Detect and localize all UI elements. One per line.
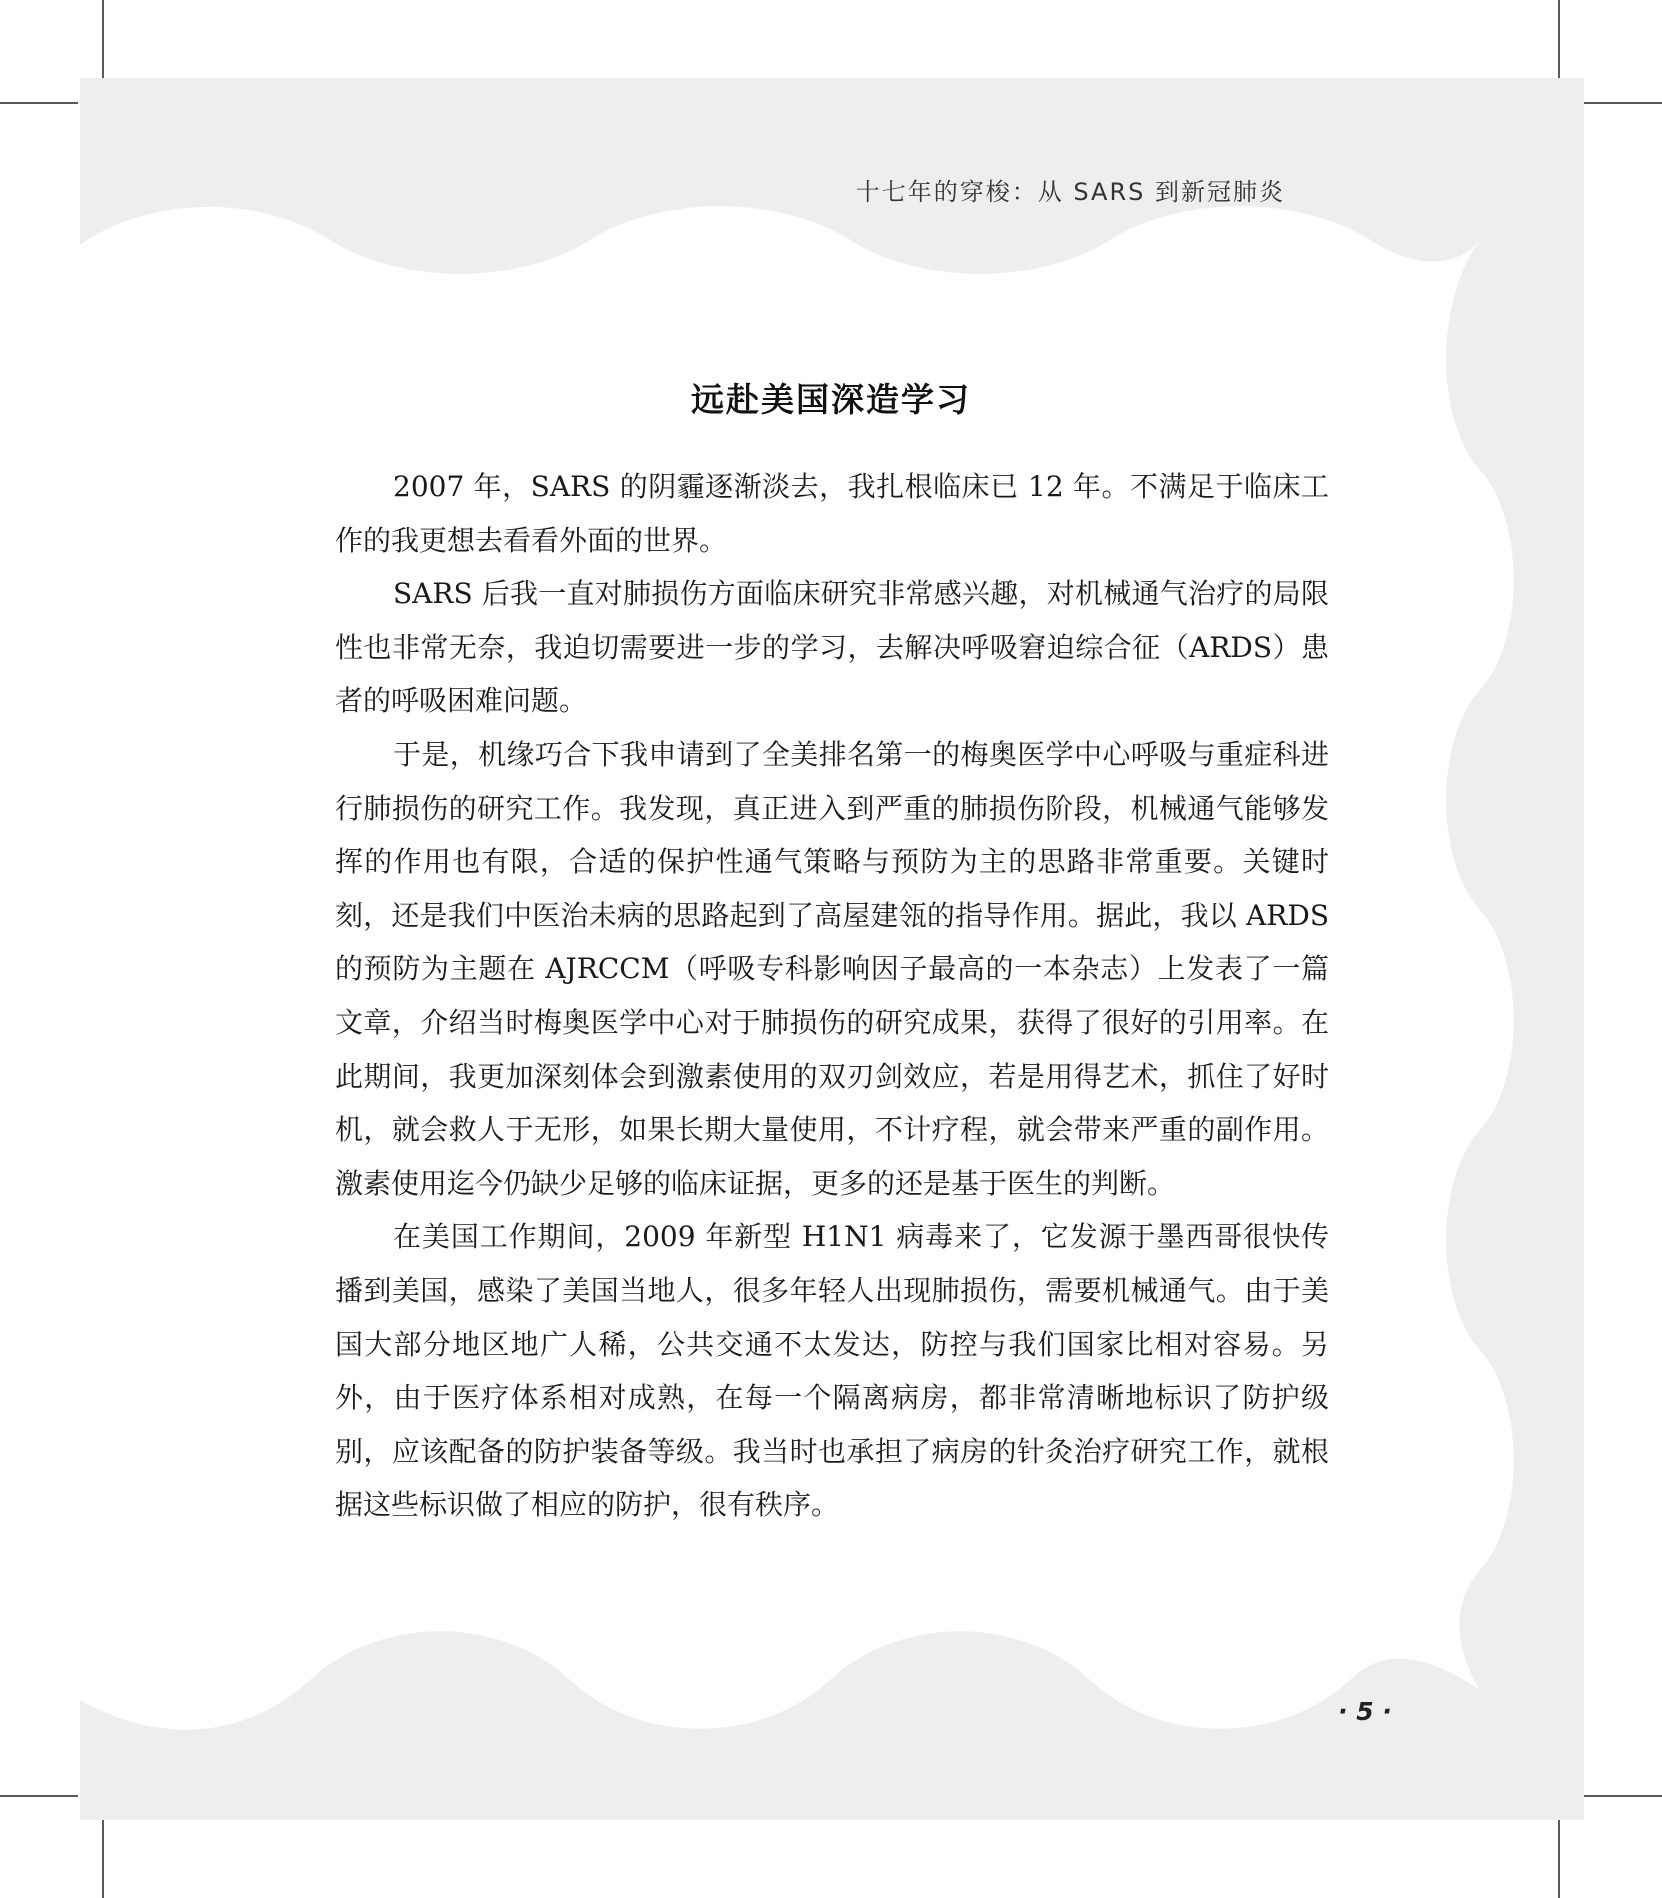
page-number: · 5 · bbox=[1338, 1697, 1392, 1726]
chapter-title: 远赴美国深造学习 bbox=[691, 380, 971, 419]
paragraph: 2007 年，SARS 的阴霾逐渐淡去，我扎根临床已 12 年。不满足于临床工作的我更想去看看外面的世界。 bbox=[335, 470, 1329, 557]
paragraph: 于是，机缘巧合下我申请到了全美排名第一的梅奥医学中心呼吸与重症科进行肺损伤的研究工作。我发现，真正进入到严重的肺损伤阶段，机械通气能够发挥的作用也有限，合适的保护性通气策略与预防为主的思路非常重要。关键时刻，还是我们中医治未病的思路起到了高屋建瓴的指导作用。据此，我以 ARDS 的预防为主题在 AJRCCM（呼吸专科影响因子最高的一本杂志）上发表了一篇文章，介绍当时梅奥医学中心对于肺损伤的研究成果，获得了很好的引用率。在此期间，我更加深刻体会到激素使用的双刃剑效应，若是用得艺术，抓住了好时机，就会救人于无形，如果长期大量使用，不计疗程，就会带来严重的副作用。激素使用迄今仍缺少足够的临床证据，更多的还是基于医生的判断。 bbox=[335, 737, 1329, 1200]
paragraph: 在美国工作期间，2009 年新型 H1N1 病毒来了，它发源于墨西哥很快传播到美国，感染了美国当地人，很多年轻人出现肺损伤，需要机械通气。由于美国大部分地区地广人稀，公共交通不太发达，防控与我们国家比相对容易。另外，由于医疗体系相对成熟，在每一个隔离病房，都非常清晰地标识了防护级别，应该配备的防护装备等级。我当时也承担了病房的针灸治疗研究工作，就根据这些标识做了相应的防护，很有秩序。 bbox=[335, 1220, 1329, 1522]
running-header: 十七年的穿梭：从 SARS 到新冠肺炎 bbox=[855, 178, 1285, 206]
paragraph: SARS 后我一直对肺损伤方面临床研究非常感兴趣，对机械通气治疗的局限性也非常无奈，我迫切需要进一步的学习，去解决呼吸窘迫综合征（ARDS）患者的呼吸困难问题。 bbox=[335, 577, 1329, 718]
body-text bbox=[335, 460, 1329, 1532]
